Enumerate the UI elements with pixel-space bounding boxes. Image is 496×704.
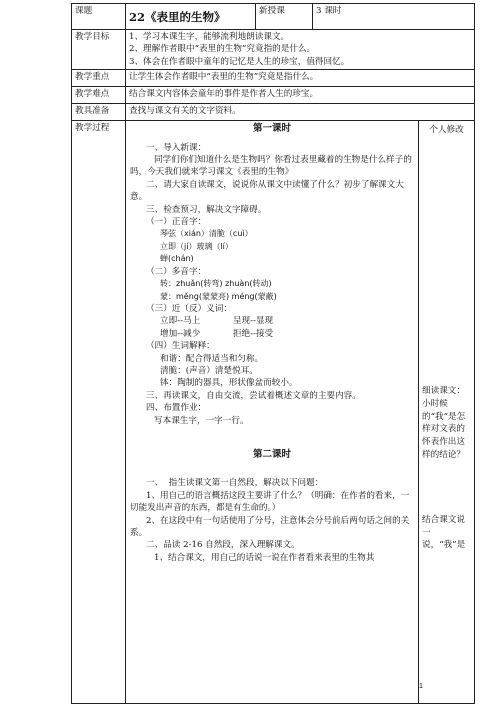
side-note-1: 细读课文：小时候的“我”是怎样对文表的怀表作出这样的结论？: [422, 386, 466, 460]
hard-label: 教学难点: [72, 87, 126, 104]
lesson1-line: 增加--减少 拒绝--接受: [160, 328, 274, 339]
lesson2-line: 1、用自己的语言概括这段主要讲了什么？（明确：在作者的看来，一切能发出声音的东西，都是有生命的。）: [130, 490, 410, 514]
lesson1-line: （二）多音字：: [146, 266, 207, 277]
lesson2-line: 2、在这段中有一句话使用了分号，注意体会分号前后两句话之间的关系。: [130, 515, 410, 538]
lesson1-line: （四）生词解释：: [146, 341, 215, 352]
lesson2-heading: 第二课时: [252, 448, 291, 460]
lesson1-line: 一、导入新课：: [146, 142, 207, 153]
row-key: [72, 70, 475, 87]
lesson1-line: 写本课生字，一字一行。: [154, 415, 249, 426]
lesson1-line: 二、请大家自读课文，说说你从课文中读懂了什么？初步了解课文大意。: [130, 179, 404, 203]
lesson2-line: 二、品读 2-16 自然段，深入理解课文。: [146, 540, 300, 551]
hard-text: 结合课文内容体会童年的事件是作者人生的珍宝。: [126, 87, 475, 104]
goal-item: 3、体会在作者眼中童年的记忆是人生的珍宝，值得回忆。: [129, 56, 350, 67]
lesson1-line: 三、检查预习，解决文字障碍。: [146, 204, 267, 215]
lesson1-line: 四、布置作业：: [146, 403, 207, 414]
lesson1-line: 和谐：配合得适当和匀称。: [160, 353, 264, 364]
prep-text: 查找与课文有关的文字资料。: [126, 104, 475, 121]
lesson1-heading: 第一课时: [252, 123, 291, 135]
lesson-plan-table: [71, 3, 475, 704]
title-label: 课题: [72, 4, 126, 30]
row-goals: [72, 30, 475, 70]
lesson1-line: 同学们你们知道什么是生物吗？你看过表里藏着的生物是什么样子的吗，今天我们就来学习课文《表里的生物》: [130, 155, 412, 178]
lesson1-line: 三、再读课文，自由交流，尝试着概述文章的主要内容。: [146, 390, 361, 401]
row-process: [72, 121, 475, 704]
lesson2-line: 1、结合课文，用自己的话说一说在作者看来表里的生物其: [154, 552, 375, 563]
lesson1-line: 蝉(chán): [160, 254, 194, 264]
side-notes: [419, 121, 475, 704]
process-body: [126, 121, 419, 704]
lesson1-line: 钵：陶制的器具，形状像盆而较小。: [160, 378, 298, 389]
page-number: 1: [419, 683, 423, 690]
process-label: 教学过程: [72, 121, 126, 704]
row-difficulty: [72, 87, 475, 104]
side-label: 个人修改: [429, 125, 464, 136]
lesson1-line: 立即--马上 呈现--显现: [160, 316, 274, 327]
row-title: [72, 4, 475, 30]
lesson1-line: 琴弦（xián）清脆（cuì）: [160, 229, 253, 239]
lesson2-line: 一、 指生读课文第一自然段，解决以下问题：: [146, 478, 324, 489]
lesson1-line: 蒙：měng(蒙蒙亮) méng(蒙蔽): [160, 291, 277, 301]
side-note-2: 结合课文说一说，“我”是: [422, 514, 466, 551]
goal-list: [126, 30, 475, 70]
lesson1-line: 清脆：(声音）清楚悦耳。: [160, 365, 258, 376]
lesson1-line: （一）正音字：: [146, 217, 207, 228]
lesson-hours: 3 课时: [313, 4, 475, 30]
key-text: 让学生体会作者眼中“表里的生物”究竟是指什么。: [126, 70, 475, 87]
row-prep: [72, 104, 475, 121]
goal-item: 2、理解作者眼中“表里的生物”究竟指的是什么。: [129, 44, 316, 55]
lesson1-line: 转：zhuǎn(转弯) zhuàn(转动): [160, 279, 272, 289]
lesson-title: 22《表里的生物》: [126, 4, 256, 30]
key-label: 教学重点: [72, 70, 126, 87]
prep-label: 教具准备: [72, 104, 126, 121]
lesson1-line: 立即（jí）玻璃（lí）: [160, 241, 233, 251]
goal-label: 教学目标: [72, 30, 126, 70]
lesson-type: 新授课: [256, 4, 313, 30]
goal-item: 1、学习本课生字，能够流利地朗读课文。: [129, 32, 290, 42]
lesson1-line: （三）近（反）义词：: [146, 303, 232, 314]
